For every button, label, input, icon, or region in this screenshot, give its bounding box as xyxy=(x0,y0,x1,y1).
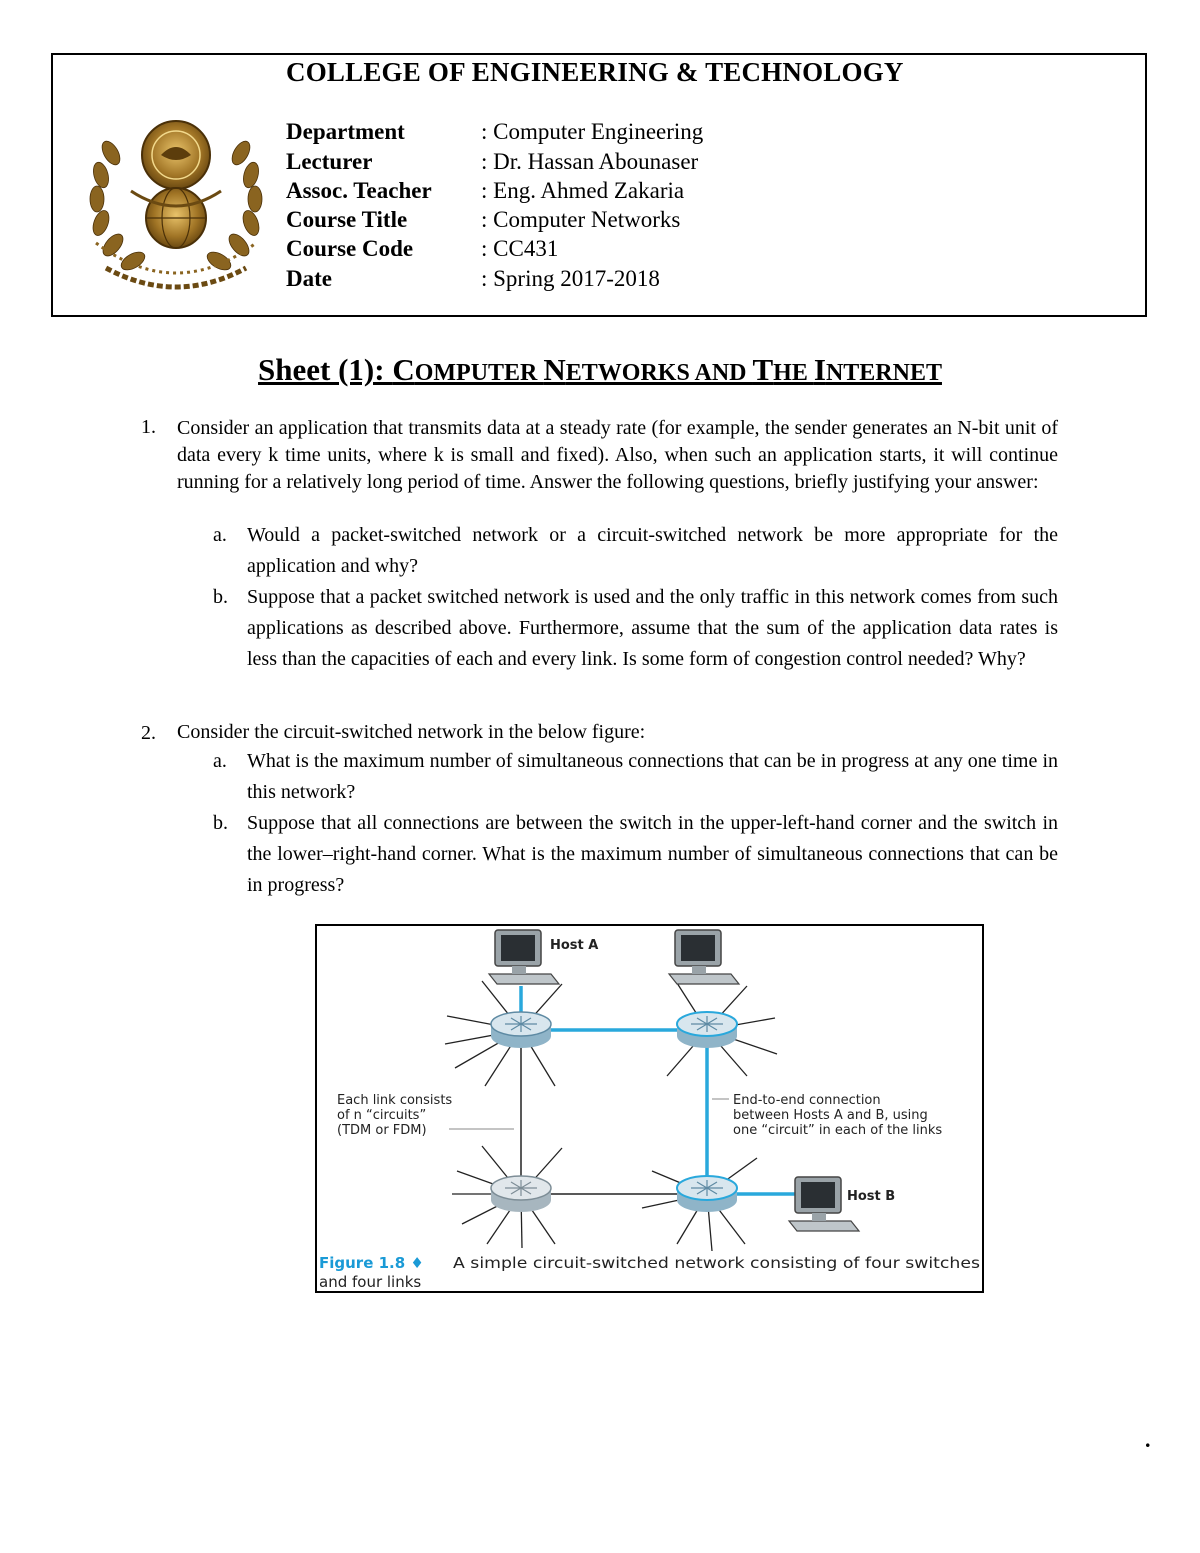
info-value: : Computer Engineering xyxy=(481,119,704,144)
end-to-end-path xyxy=(521,986,795,1194)
sub-question-letter: b. xyxy=(213,586,228,608)
switch-icon xyxy=(491,1176,551,1212)
figure-caption-line: and four links xyxy=(319,1273,422,1291)
info-key: Course Title xyxy=(286,207,408,232)
computer-icon xyxy=(669,930,739,984)
question-number: 1. xyxy=(141,416,156,438)
network-figure xyxy=(315,924,984,1293)
info-key: Date xyxy=(286,266,332,291)
sub-question-text: Would a packet-switched network or a circuit-switched network be more appropriate for the application and why? xyxy=(247,524,1058,577)
header-box xyxy=(51,53,1147,317)
title-part: C xyxy=(392,352,415,387)
sub-question-letter: b. xyxy=(213,812,228,834)
title-part: T xyxy=(752,352,774,387)
info-key: Assoc. Teacher xyxy=(286,178,432,203)
left-note-line: of n “circuits” xyxy=(337,1108,427,1123)
switch-icon xyxy=(677,1176,737,1212)
figure-caption-label: Figure 1.8 ♦ xyxy=(319,1254,424,1272)
college-name: COLLEGE OF ENGINEERING & TECHNOLOGY xyxy=(286,57,904,87)
footer-mark: . xyxy=(1145,1427,1151,1452)
sub-question-text: What is the maximum number of simultaneous connections that can be in progress at any one time in this network? xyxy=(247,750,1058,803)
left-note-line: (TDM or FDM) xyxy=(337,1123,427,1138)
host-b-label: Host B xyxy=(847,1189,896,1204)
info-key: Department xyxy=(286,119,405,144)
right-note-line: one “circuit” in each of the links xyxy=(733,1123,943,1138)
title-part: ETWORKS AND xyxy=(565,360,753,386)
switch-icon xyxy=(491,1012,551,1048)
right-note-line: between Hosts A and B, using xyxy=(733,1108,928,1123)
sub-question-text: Suppose that all connections are between the switch in the upper-left-hand corner and the switch in the lower–right-hand corner. What is the maximum number of simultaneous connections that can be in progress? xyxy=(247,812,1058,896)
info-value: : Eng. Ahmed Zakaria xyxy=(481,178,685,203)
sub-question-letter: a. xyxy=(213,524,227,546)
info-value: : CC431 xyxy=(481,236,559,261)
question-text: Consider an application that transmits data at a steady rate (for example, the sender generates an N-bit unit of data every k time units, where k is small and fixed). Also, when such an application starts, it will continue running for a relatively long period of time. Answer the following questions, briefly justifying your answer: xyxy=(177,417,1058,493)
sub-question-text: Suppose that a packet switched network is used and the only traffic in this network comes from such applications as described above. Furthermore, assume that the sum of the application data rates is less than the capacities of each and every link. Is some form of congestion control needed? Why? xyxy=(247,586,1058,670)
sheet-title xyxy=(0,352,1200,388)
university-seal-logo xyxy=(71,93,281,293)
switch-icon xyxy=(677,1012,737,1048)
title-part: N xyxy=(543,352,566,387)
title-part: I xyxy=(813,352,826,387)
title-part: HE xyxy=(773,360,814,386)
computer-icon xyxy=(789,1177,859,1231)
title-part: NTERNET xyxy=(825,360,942,386)
sub-question-letter: a. xyxy=(213,750,227,772)
figure-caption-line: A simple circuit-switched network consisting of four switches xyxy=(453,1254,981,1272)
right-note-line: End-to-end connection xyxy=(733,1093,881,1108)
computer-icon xyxy=(489,930,559,984)
info-key: Course Code xyxy=(286,236,414,261)
question-text: Consider the circuit-switched network in the below figure: xyxy=(177,721,646,743)
info-value: : Computer Networks xyxy=(481,207,681,232)
question-number: 2. xyxy=(141,722,156,744)
title-part: OMPUTER xyxy=(414,360,544,386)
circuit-switched-network-diagram xyxy=(317,926,982,1291)
sheet-title-prefix: Sheet (1): xyxy=(258,352,393,387)
info-value: : Spring 2017-2018 xyxy=(481,266,660,291)
info-key: Lecturer xyxy=(286,149,373,174)
left-note-line: Each link consists xyxy=(337,1093,453,1108)
host-a-label: Host A xyxy=(550,938,599,953)
info-value: : Dr. Hassan Abounaser xyxy=(481,149,699,174)
